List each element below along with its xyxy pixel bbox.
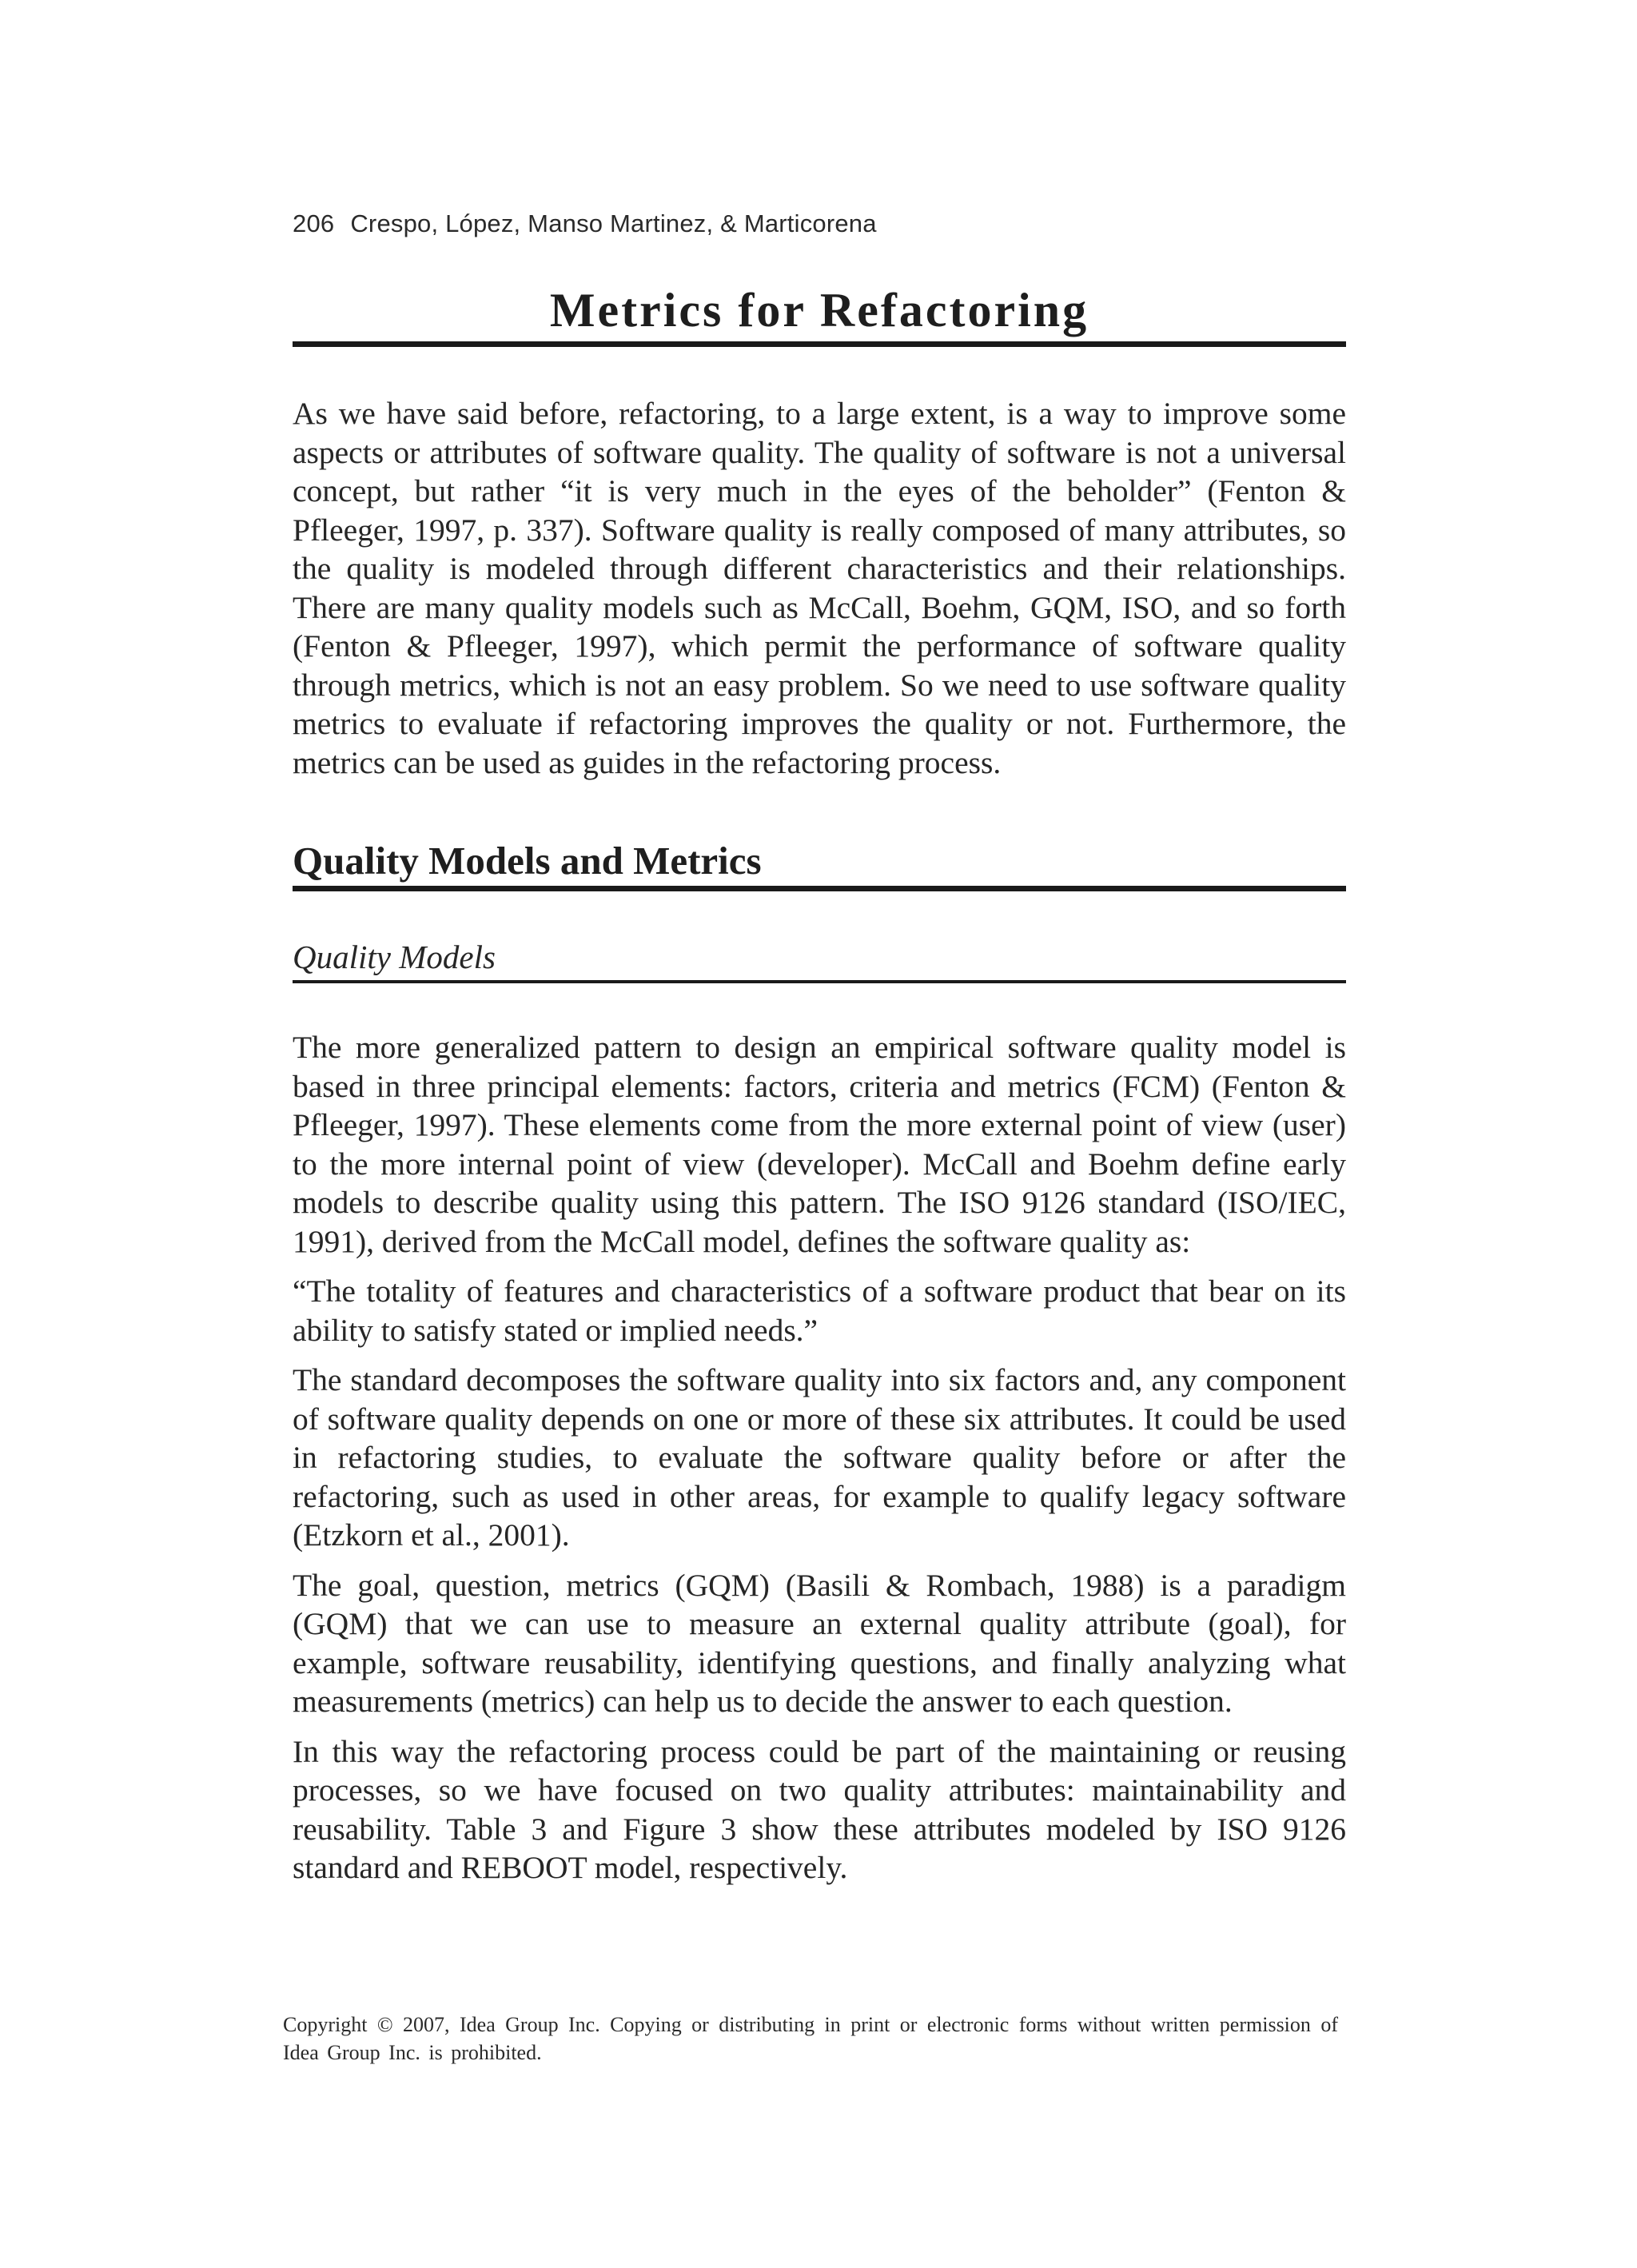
page-number: 206 bbox=[293, 209, 335, 237]
paragraph-iso-quote: “The totality of features and characteristics of a software product that bear on its ability to satisfy stated or implied needs.” bbox=[293, 1274, 1346, 1348]
paragraph-iso-standard: The standard decomposes the software quality into six factors and, any component of software quality depends on one or more of these six attributes. It could be used in refactoring studies, to evaluate the software quality before or after the refactoring, such as used in other areas, for example to qualify legacy software (Etzkorn et al., 2001). bbox=[293, 1362, 1346, 1553]
subsection-heading: Quality Models bbox=[293, 939, 496, 975]
running-header bbox=[293, 209, 877, 238]
section-body bbox=[293, 1028, 1346, 1899]
copyright-notice: Copyright © 2007, Idea Group Inc. Copying or distributing in print or electronic forms without written permission of Idea Group Inc. is prohibited. bbox=[283, 2013, 1338, 2064]
section-heading-rule bbox=[293, 886, 1346, 891]
intro-paragraph: As we have said before, refactoring, to a large extent, is a way to improve some aspects or attributes of software quality. The quality of software is not a universal concept, but rather “it is very much in the eyes of the beholder” (Fenton & Pfleeger, 1997, p. 337). Software quality is really composed of many attributes, so the quality is modeled through different characteristics and their relationships. There are many quality models such as McCall, Boehm, GQM, ISO, and so forth (Fenton & Pfleeger, 1997), which permit the performance of software quality through metrics, which is not an easy problem. So we need to use software quality metrics to evaluate if refactoring improves the quality or not. Furthermore, the metrics can be used as guides in the refactoring process. bbox=[293, 396, 1346, 780]
paragraph-gqm: The goal, question, metrics (GQM) (Basili & Rombach, 1988) is a paradigm (GQM) that we can use to measure an external quality attribute (goal), for example, software reusability, identifying questions, and finally analyzing what measurements (metrics) can help us to decide the answer to each question. bbox=[293, 1567, 1346, 1719]
subsection-heading-rule bbox=[293, 980, 1346, 983]
chapter-title: Metrics for Refactoring bbox=[549, 284, 1089, 337]
section-heading: Quality Models and Metrics bbox=[293, 839, 762, 883]
running-head-authors: Crespo, López, Manso Martinez, & Marticorena bbox=[350, 209, 877, 237]
intro-section bbox=[293, 394, 1346, 793]
paragraph-fcm-model: The more generalized pattern to design an empirical software quality model is based in three principal elements: factors, criteria and metrics (FCM) (Fenton & Pfleeger, 1997). These elements come from the more external point of view (user) to the more internal point of view (developer). McCall and Boehm define early models to describe quality using this pattern. The ISO 9126 standard (ISO/IEC, 1991), derived from the McCall model, defines the software quality as: bbox=[293, 1030, 1346, 1259]
chapter-title-rule bbox=[293, 341, 1346, 347]
paragraph-refactoring-process: In this way the refactoring process could be part of the maintaining or reusing processes, so we have focused on two quality attributes: maintainability and reusability. Table 3 and Figure 3 show these attributes modeled by ISO 9126 standard and REBOOT model, respectively. bbox=[293, 1733, 1346, 1885]
